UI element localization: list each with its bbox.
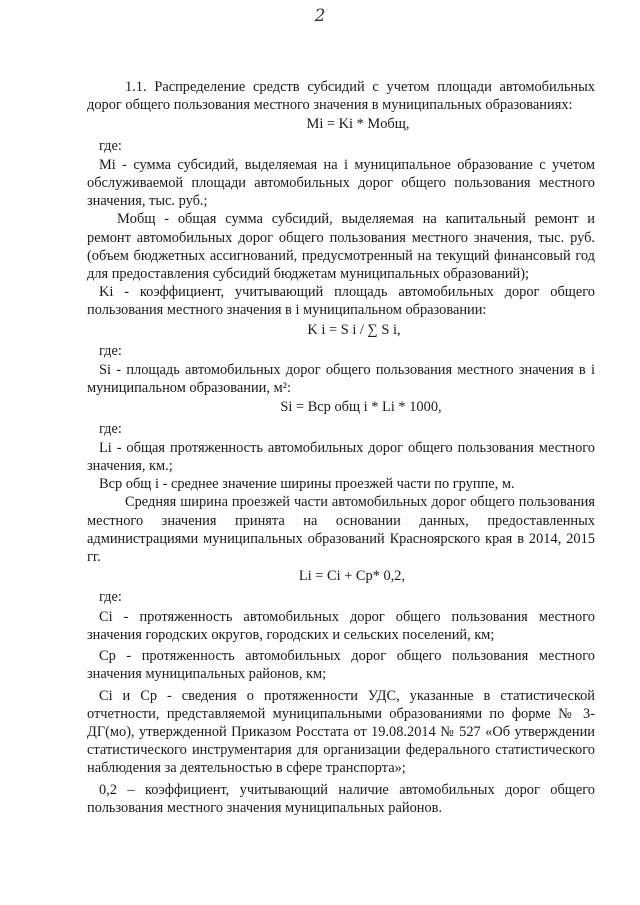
definition-li: Li - общая протяженность автомобильных дорог общего пользования местного значения, км.; [87,439,595,475]
definition-bsr: Bср общ i - среднее значение ширины проезжей части по группе, м. [99,476,515,493]
page-number: 2 [314,6,326,26]
formula-subsidy-share: Mi = Ki * Mобщ, [306,116,410,133]
formula-li: Li = Ci + Cp* 0,2, [298,568,406,585]
definition-mobsh: Mобщ - общая сумма субсидий, выделяемая на капитальный ремонт и ремонт автомобильных дорог общего пользования местного значения, тыс. руб. (объем бюджетных ассигнований, предусмотренный на текущий финансовый год для предоставления субсидий бюджетам муниципальных образований); [87,211,595,283]
where-label: где: [99,420,122,437]
definition-cp: Cp - протяженность автомобильных дорог общего пользования местного значения муниципальных районов, км; [87,648,595,683]
definition-mi: Mi - сумма субсидий, выделяемая на i муниципальное образование с учетом обслуживаемой площади автомобильных дорог общего пользования местного значения, тыс. руб.; [87,156,595,210]
where-label: где: [99,137,122,154]
definition-ki: Ki - коэффициент, учитывающий площадь автомобильных дорог общего пользования местного значения в i муниципальном образовании: [87,284,595,319]
definition-si: Si - площадь автомобильных дорог общего пользования местного значения в i муниципальном образовании, м²: [87,362,595,397]
section-heading: 1.1. Распределение средств субсидий с учетом площади автомобильных дорог общего пользования местного значения в муниципальных образованиях: [87,79,595,114]
formula-si: Si = Bср общ i * Li * 1000, [280,399,442,416]
where-label: где: [99,342,122,359]
definition-ci: Ci - протяженность автомобильных дорог общего пользования местного значения городских округов, городских и сельских поселений, км; [87,608,595,643]
where-label: где: [99,589,122,606]
paragraph-road-width: Средняя ширина проезжей части автомобильных дорог общего пользования местного значения принята на основании данных, предоставленных администрациями муниципальных образований Красноярского края в 2014, 2015 гг. [87,494,595,566]
definition-ci-cp: Ci и Cp - сведения о протяженности УДС, указанные в статистической отчетности, представляемой муниципальными образованиями по форме № 3-ДГ(мо), утвержденной Приказом Росстата от 19.08.2014 № 527 «Об утверждении статистического инструментария для организации федерального статистического наблюдения за деятельностью в сфере транспорта»; [87,687,595,777]
document-body [87,78,595,817]
formula-ki: K i = S i / ∑ S i, [307,321,401,338]
definition-coefficient: 0,2 – коэффициент, учитывающий наличие автомобильных дорог общего пользования местного значения муниципальных районов. [87,781,595,816]
